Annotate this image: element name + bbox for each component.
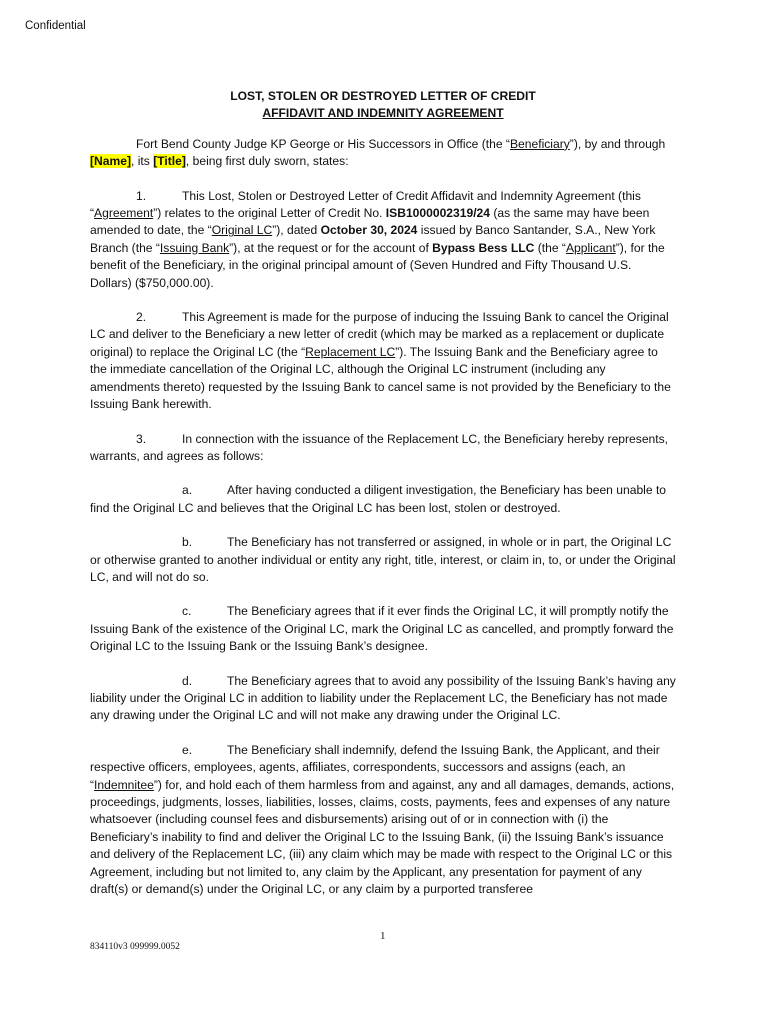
paragraph-text: ”), for the benefit of the Beneficiary, in the original principal amount of (Seven Hundred and Fifty Thousand U.S. Dollars) ($750,000.00). bbox=[90, 240, 665, 290]
subparagraph-letter: e. bbox=[182, 742, 193, 757]
subparagraph-a bbox=[90, 482, 676, 517]
defined-term-agreement: Agreement bbox=[94, 206, 154, 221]
subparagraph-text: The Beneficiary shall indemnify, defend the Issuing Bank, the Applicant, and their respective officers, employees, agents, affiliates, correspondents, successors and assigns (each, an “ bbox=[90, 742, 660, 792]
intro-text: Fort Bend County Judge KP George or His Successors in Office (the “ bbox=[136, 136, 510, 151]
defined-term-replacement-lc: Replacement LC bbox=[305, 344, 396, 359]
paragraph-text: ”) relates to the original Letter of Credit No. bbox=[153, 206, 386, 221]
paragraph-number: 2. bbox=[136, 310, 147, 325]
intro-text: , being first duly sworn, states: bbox=[185, 154, 349, 169]
defined-term-beneficiary: Beneficiary bbox=[509, 136, 570, 151]
paragraph-text: (the “ bbox=[534, 240, 566, 255]
name-placeholder: [Name] bbox=[90, 154, 131, 169]
defined-term-original-lc: Original LC bbox=[211, 223, 273, 238]
subparagraph-b bbox=[90, 534, 676, 586]
defined-term-issuing-bank: Issuing Bank bbox=[159, 240, 230, 255]
intro-text: , its bbox=[131, 154, 154, 169]
subparagraph-c bbox=[90, 603, 676, 655]
subparagraph-text: The Beneficiary agrees that to avoid any possibility of the Issuing Bank’s having any liability under the Original LC in addition to liability under the Replacement LC, the Beneficiary has not made any drawing under the Original LC and will not make any drawing under the Original LC. bbox=[90, 673, 676, 723]
document-title-line2: AFFIDAVIT AND INDEMNITY AGREEMENT bbox=[262, 106, 504, 121]
subparagraph-letter: b. bbox=[182, 535, 193, 550]
paragraph-1 bbox=[90, 188, 676, 292]
subparagraph-text: After having conducted a diligent investigation, the Beneficiary has been unable to find the Original LC and believes that the Original LC has been lost, stolen or destroyed. bbox=[90, 483, 667, 515]
paragraph-2 bbox=[90, 309, 676, 413]
title-placeholder: [Title] bbox=[153, 154, 186, 169]
document-title-line1: LOST, STOLEN OR DESTROYED LETTER OF CREDIT bbox=[230, 89, 536, 103]
paragraph-text: (as the same may have been amended to date, the “ bbox=[90, 206, 650, 238]
intro-paragraph bbox=[90, 136, 676, 171]
paragraph-text: In connection with the issuance of the Replacement LC, the Beneficiary hereby represents, warrants, and agrees as follows: bbox=[90, 431, 669, 463]
defined-term-applicant: Applicant bbox=[565, 240, 616, 255]
subparagraph-letter: d. bbox=[182, 673, 193, 688]
document-body bbox=[90, 88, 676, 915]
subparagraph-letter: a. bbox=[182, 483, 193, 498]
intro-text: ”), by and through bbox=[569, 136, 666, 151]
paragraph-text: This Lost, Stolen or Destroyed Letter of Credit Affidavit and Indemnity Agreement (this “ bbox=[90, 188, 641, 221]
paragraph-text: ”), at the request or for the account of bbox=[229, 240, 433, 255]
document-id: 834110v3 099999.0052 bbox=[90, 942, 180, 952]
subparagraph-e bbox=[90, 742, 676, 899]
lc-number: ISB1000002319/24 bbox=[385, 206, 491, 221]
subparagraph-text: The Beneficiary agrees that if it ever finds the Original LC, it will promptly notify the Issuing Bank of the existence of the Original LC, mark the Original LC as cancelled, and promptly forward the Original LC to the Issuing Bank or the Issuing Bank’s designee. bbox=[90, 604, 674, 654]
paragraph-3 bbox=[90, 431, 676, 466]
subparagraph-d bbox=[90, 673, 676, 725]
subparagraph-letter: c. bbox=[182, 604, 192, 619]
defined-term-indemnitee: Indemnitee bbox=[94, 777, 154, 792]
paragraph-text: ”). The Issuing Bank and the Beneficiary agree to the immediate cancellation of the Original LC, although the Original LC instrument (including any amendments thereto) requested by the Issuing Bank to cancel same is not provided by the Beneficiary to the Issuing Bank herewith. bbox=[90, 344, 671, 412]
paragraph-text: ”), dated bbox=[272, 223, 321, 238]
applicant-name: Bypass Bess LLC bbox=[432, 240, 535, 255]
subparagraph-text: The Beneficiary has not transferred or assigned, in whole or in part, the Original LC or otherwise granted to another individual or entity any right, title, interest, or claim in, to, or under the Original LC, and will not do so. bbox=[90, 535, 676, 584]
paragraph-text: This Agreement is made for the purpose of inducing the Issuing Bank to cancel the Original LC and deliver to the Beneficiary a new letter of credit (which may be marked as a replacement or duplicate original) to replace the Original LC (the “ bbox=[90, 310, 669, 359]
paragraph-number: 1. bbox=[136, 188, 147, 203]
subparagraph-text: ”) for, and hold each of them harmless from and against, any and all damages, demands, actions, proceedings, judgments, losses, liabilities, losses, claims, costs, payments, fees and expenses of any nature whatsoever (including counsel fees and disbursements) arising out of or in connection with (i) the Beneficiary’s inability to find and deliver the Original LC to the Issuing Bank, (ii) the Issuing Bank’s issuance and delivery of the Replacement LC, (iii) any claim which may be made with respect to the Original LC or this Agreement, including but not limited to, any claim by the Applicant, any presentation for payment of any draft(s) or demand(s) under the Original LC, or any claim by a purported transferee bbox=[90, 777, 675, 897]
paragraph-number: 3. bbox=[136, 431, 147, 446]
paragraph-text: issued by Banco Santander, S.A., New York Branch (the “ bbox=[90, 223, 656, 255]
lc-date: October 30, 2024 bbox=[320, 223, 418, 238]
confidential-label: Confidential bbox=[25, 20, 86, 32]
page-number: 1 bbox=[380, 930, 386, 942]
